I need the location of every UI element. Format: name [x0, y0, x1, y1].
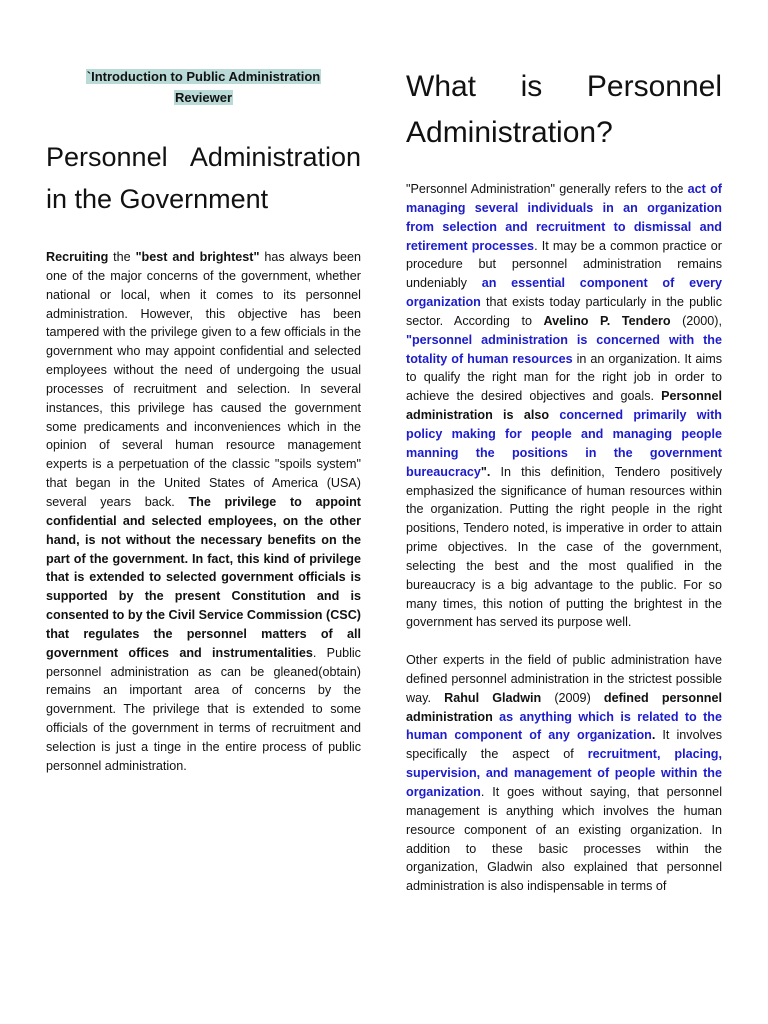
text-run: act of managing several individuals in an organization from selection and recruitment to dismissal and retirement processes — [406, 182, 722, 253]
text-run: "personnel administration is concerned with the totality of human resources — [406, 332, 722, 366]
right-column — [406, 0, 722, 896]
text-run: It involves specifically the aspect of — [406, 728, 722, 762]
left-section-title: Personnel Administration in the Government — [46, 142, 361, 214]
right-paragraph-2 — [406, 651, 722, 896]
text-run: in an organization. It aims to qualify the right man for the right job in order to achieve the desired objectives and goals. — [406, 351, 722, 404]
text-run: that exists today particularly in the public sector. According to — [406, 295, 722, 328]
text-run: (2000), — [670, 313, 723, 328]
left-column — [46, 0, 361, 776]
left-paragraph — [46, 248, 361, 776]
text-run: . It may be a common practice or procedure but personnel administration remains undeniably — [406, 238, 722, 291]
text-run: "best and brightest" — [135, 250, 260, 264]
text-run: Avelino P. Tendero — [543, 313, 671, 328]
header-line-1: `Introduction to Public Administration — [86, 69, 321, 84]
text-run: Rahul Gladwin — [444, 690, 542, 705]
text-run: recruitment, placing, supervision, and management of people within the organization — [406, 747, 722, 799]
text-run: as anything which is related to the human component of any organization — [406, 709, 722, 743]
text-run: The privilege to appoint confidential and selected employees, on the other hand, is not without the necessary benefits on the part of the government. In fact, this kind of privilege that is extended to selected government officials is supported by the present Constitution and is consented to by the Civil Service Commission (CSC) that regulates the personnel matters of all government offices and instrumentalities — [46, 494, 361, 660]
text-run: an essential component of every organization — [406, 276, 723, 310]
text-run: Personnel administration is also — [406, 389, 722, 423]
text-run: concerned primarily with policy making for people and managing people manning the positions in the government bureaucracy — [406, 408, 722, 479]
text-run: the — [108, 250, 136, 264]
text-run: . — [651, 728, 656, 743]
text-run: In this definition, Tendero positively emphasized the significance of human resources within the organization. Putting the right people in the right positions, Tendero noted, is imperative in order to attain prime objectives. In the case of the government, selecting the best and the most qualified in the bureaucracy is a big advantage to the public. For so many times, this notion of putting the brightest in the government has served its purpose well. — [406, 464, 722, 630]
text-run: ". — [480, 464, 491, 479]
text-run: defined personnel administration — [406, 690, 723, 724]
right-section-title: What is Personnel Administration? — [406, 70, 722, 149]
text-run: "Personnel Administration" generally refers to the — [406, 182, 688, 196]
text-run: Other experts in the field of public administration have defined personnel administration in the strictest possible way. — [406, 653, 722, 705]
text-run: . Public personnel administration as can be gleaned(obtain) remains an important area of concerns by the government. The privilege that is extended to some officials of the government in terms of recruitment and selection is just a tinge in the entire process of public personnel administration. — [46, 645, 361, 773]
text-run: has always been one of the major concerns of the government, whether national or local, when it comes to its personnel administration. However, this objective has been tampered with the privilege given to a few officials in the government who may appoint confidential and selected employees without the need of undergoing the usual processes of recruitment and selection. In several instances, this privilege has caused the government some predicaments and inconveniences which in the opinion of several human resource management experts is a perpetuation of the classic "spoils system" that began in the United States of America (USA) several years back. — [46, 250, 361, 509]
text-run: Recruiting — [46, 250, 109, 264]
header-line-2: Reviewer — [174, 90, 233, 105]
document-header — [46, 66, 361, 108]
text-run: (2009) — [541, 690, 604, 705]
right-paragraph-1 — [406, 180, 722, 632]
text-run: . It goes without saying, that personnel management is anything which involves the human resource component of an existing organization. In addition to these basic processes within the organization, Gladwin also explained that personnel administration is also indispensable in terms of — [406, 785, 722, 894]
